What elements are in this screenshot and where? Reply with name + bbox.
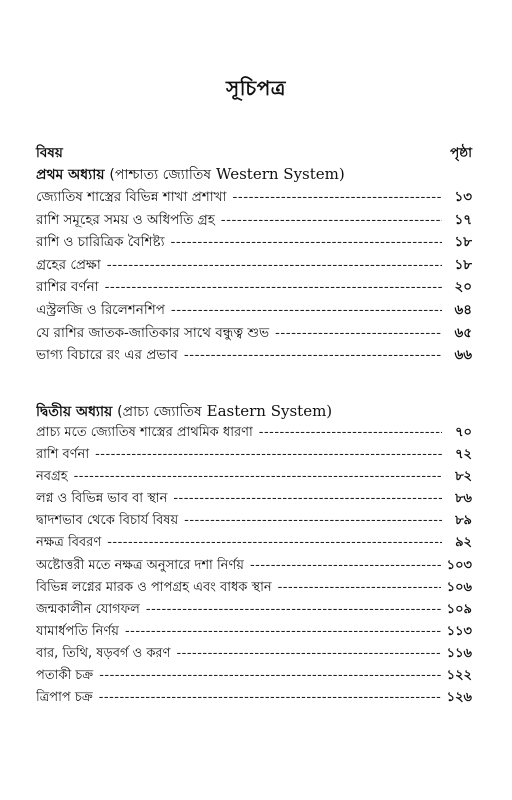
toc-entry-title: দ্বাদশভাব থেকে বিচার্য বিষয় <box>36 513 179 529</box>
dot-leader <box>259 425 442 440</box>
dot-leader <box>173 491 442 506</box>
toc-entry-page: ১০৯ <box>446 601 472 617</box>
toc-entry[interactable] <box>36 688 472 710</box>
toc-entry-page: ৭২ <box>455 447 472 463</box>
chapter-1-heading-inner: (পাশ্চাত্য জ্যোতিষ <box>109 167 212 183</box>
toc-entry-title: বার, তিথি, ষড়বর্গ ও করণ <box>36 645 171 661</box>
chapter-2-entries <box>36 423 472 710</box>
toc-entry-title: লগ্ন ও বিভিন্ন ভাব বা স্থান <box>36 491 168 507</box>
toc-entry[interactable] <box>36 467 472 489</box>
toc-entry-title: জন্মকালীন যোগফল <box>36 601 140 617</box>
toc-entry[interactable] <box>36 254 472 277</box>
toc-entry-page: ২০ <box>454 279 472 296</box>
dot-leader <box>105 279 442 295</box>
toc-entry-title: যে রাশির জাতক-জাতিকার সাথে বন্ধুত্ব শুভ <box>36 324 270 341</box>
toc-entry-title: জ্যোতিষ শাস্ত্রের বিভিন্ন শাখা প্রশাখা <box>36 189 227 205</box>
dot-leader <box>275 325 442 341</box>
toc-entry-page: ৮৬ <box>455 491 472 507</box>
toc-entry-page: ৬৫ <box>454 324 472 341</box>
toc-entry-title: ভাগ্য বিচারে রং এর প্রভাব <box>36 347 178 364</box>
page-column-header: পৃষ্ঠা <box>450 145 472 161</box>
toc-entry-title: নবগ্রহ <box>36 469 68 485</box>
dot-leader <box>176 646 440 661</box>
toc-entry-title: রাশির বর্ণনা <box>36 279 99 296</box>
chapter-1-heading-english: Western System) <box>216 165 345 183</box>
chapter-1-entries <box>36 186 472 367</box>
toc-entry[interactable] <box>36 186 472 209</box>
dot-leader <box>125 624 441 639</box>
toc-entry[interactable] <box>36 644 472 666</box>
toc-entry-page: ১১৩ <box>446 623 472 639</box>
dot-leader <box>107 257 442 273</box>
dot-leader <box>278 580 441 595</box>
toc-entry-page: ১০৬ <box>446 579 472 595</box>
toc-entry[interactable] <box>36 511 472 533</box>
toc-entry-title: নক্ষত্র বিবরণ <box>36 535 102 551</box>
toc-entry-page: ১১৬ <box>446 645 472 661</box>
toc-entry-title: গ্রহের প্রেক্ষা <box>36 256 101 273</box>
toc-entry[interactable] <box>36 322 472 345</box>
dot-leader <box>184 513 442 528</box>
dot-leader <box>107 535 442 550</box>
chapter-1-heading <box>36 163 472 187</box>
toc-entry[interactable] <box>36 299 472 322</box>
chapter-1-heading-main: প্রথম অধ্যায় <box>36 167 105 183</box>
chapter-2-heading <box>36 400 472 424</box>
toc-entry-title: ত্রিপাপ চক্র <box>36 690 93 706</box>
toc-entry[interactable] <box>36 489 472 511</box>
dot-leader <box>146 602 441 617</box>
toc-entry-page: ১৭ <box>454 211 472 228</box>
chapter-2-heading-main: দ্বিতীয় অধ্যায় <box>36 404 113 420</box>
chapter-2-heading-inner: (প্রাচ্য জ্যোতিষ <box>117 404 202 420</box>
toc-entry-page: ৭০ <box>455 425 472 440</box>
toc-entry-title: পতাকী চক্র <box>36 668 94 684</box>
toc-entry-page: ১৩ <box>454 189 472 205</box>
dot-leader <box>74 469 442 484</box>
page-title: সূচিপত্র <box>226 76 286 100</box>
toc-entry[interactable] <box>36 231 472 254</box>
toc-entry-page: ১০৩ <box>446 557 472 573</box>
toc-entry-page: ৮৯ <box>455 513 472 529</box>
toc-entry[interactable] <box>36 666 472 688</box>
dot-leader <box>99 668 440 683</box>
chapter-2-heading-english: Eastern System) <box>206 402 333 420</box>
toc-entry-page: ১২২ <box>446 668 472 684</box>
column-header-row <box>36 142 472 165</box>
toc-entry[interactable] <box>36 600 472 622</box>
toc-entry-title: যামার্ধপতি নির্ণয় <box>36 623 119 639</box>
dot-leader <box>171 234 442 250</box>
dot-leader <box>99 690 441 705</box>
toc-entry-page: ১৮ <box>454 234 472 251</box>
toc-entry-title: রাশি বর্ণনা <box>36 447 90 463</box>
toc-entry-page: ৬৪ <box>454 301 472 318</box>
toc-entry[interactable] <box>36 276 472 299</box>
dot-leader <box>95 447 442 462</box>
dot-leader <box>221 212 442 228</box>
toc-entry-page: ১২৬ <box>446 690 472 706</box>
toc-entry-page: ১৮ <box>454 256 472 273</box>
toc-entry-title: রাশি ও চারিত্রিক বৈশিষ্ট্য <box>36 234 165 251</box>
toc-entry-title: অষ্টোত্তরী মতে নক্ষত্র অনুসারে দশা নির্ণয় <box>36 557 244 573</box>
toc-entry-page: ৮২ <box>455 469 472 485</box>
dot-leader <box>250 558 441 573</box>
toc-entry-title: রাশি সমূহের সময় ও অধিপতি গ্রহ <box>36 211 215 228</box>
toc-entry-title: বিভিন্ন লগ্নের মারক ও পাপগ্রহ এবং বাধক স্থান <box>36 579 272 595</box>
toc-entry[interactable] <box>36 209 472 232</box>
dot-leader <box>184 347 442 363</box>
toc-entry[interactable] <box>36 556 472 578</box>
toc-entry-title: প্রাচ্য মতে জ্যোতিষ শাস্ত্রের প্রাথমিক ধারণা <box>36 425 253 440</box>
toc-entry[interactable] <box>36 533 472 555</box>
toc-entry-page: ৬৬ <box>454 347 472 364</box>
toc-entry[interactable] <box>36 445 472 467</box>
dot-leader <box>171 302 442 318</box>
toc-entry[interactable] <box>36 578 472 600</box>
subject-column-header: বিষয় <box>36 145 63 161</box>
toc-entry[interactable] <box>36 423 472 445</box>
toc-entry-title: এস্ট্রলজি ও রিলেশনশিপ <box>36 301 165 318</box>
toc-entry[interactable] <box>36 344 472 367</box>
dot-leader <box>232 189 442 205</box>
toc-entry-page: ৯২ <box>455 535 472 551</box>
toc-entry[interactable] <box>36 622 472 644</box>
